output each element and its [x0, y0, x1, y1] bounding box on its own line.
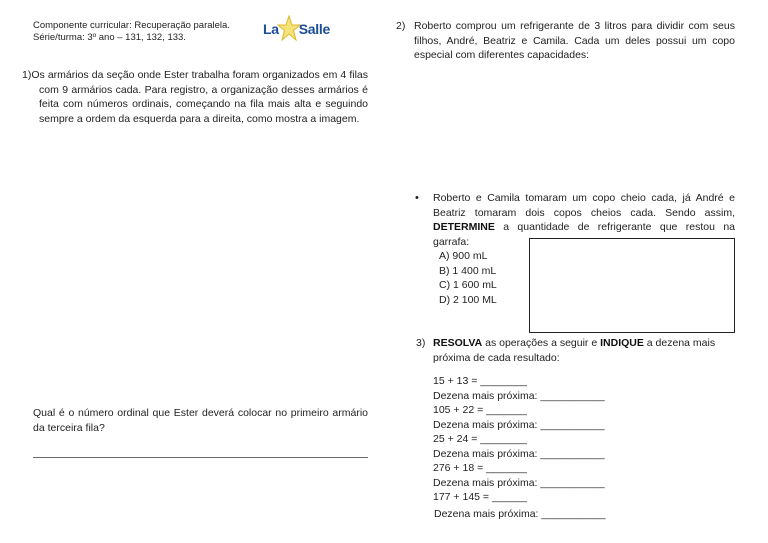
logo-text-right: Salle: [298, 20, 330, 37]
option-c[interactable]: C) 1 600 mL: [439, 279, 497, 291]
nearest-ten-2[interactable]: Dezena mais próxima: ___________: [433, 418, 605, 431]
bullet-text-b: a quantidade de refrigerante que restou na garrafa:: [433, 221, 735, 248]
operation-1[interactable]: 15 + 13 = ________: [433, 375, 528, 387]
question-2-text: Roberto comprou um refrigerante de 3 litros para dividir com seus filhos, André, Beatriz e Camila. Cada um deles possui um copo especial com diferentes capacidades:: [414, 20, 735, 61]
nearest-ten-5[interactable]: Dezena mais próxima: ___________: [434, 507, 606, 520]
question-2-number: 2): [396, 20, 406, 32]
bullet-marker: •: [415, 192, 419, 204]
header-subject: Componente curricular: Recuperação paralela.: [33, 20, 230, 31]
work-box[interactable]: [529, 238, 735, 333]
nearest-ten-3[interactable]: Dezena mais próxima: ___________: [433, 447, 605, 460]
operation-3[interactable]: 25 + 24 = ________: [433, 433, 528, 445]
question-3-number: 3): [416, 337, 426, 349]
indique-keyword: INDIQUE: [600, 337, 644, 349]
option-a[interactable]: A) 900 mL: [439, 250, 488, 262]
operation-5[interactable]: 177 + 145 = ______: [433, 491, 528, 503]
nearest-ten-1[interactable]: Dezena mais próxima: ___________: [433, 389, 605, 402]
star-icon: [277, 15, 301, 43]
q3-text-1: as operações a seguir e: [482, 337, 601, 349]
resolva-keyword: RESOLVA: [433, 337, 483, 349]
question-1-text: 1)Os armários da seção onde Ester trabalha foram organizados em 4 filas com 9 armários cada. Para registro, a organização desses armários é feita com números ordinais, começando na fila mais alta e seguindo sempre a ordem da esquerda para a direita, como mostra a imagem.: [22, 69, 368, 125]
lasalle-logo: [263, 15, 330, 43]
logo-text-left: La: [263, 20, 279, 37]
bullet-text-a: Roberto e Camila tomaram um copo cheio cada, já André e Beatriz tomaram dois copos cheios cada. Sendo assim,: [433, 192, 735, 219]
header-info: [33, 20, 263, 43]
option-d[interactable]: D) 2 100 ML: [439, 293, 497, 306]
option-b[interactable]: B) 1 400 mL: [439, 264, 497, 277]
answer-options: [439, 249, 497, 307]
answer-line[interactable]: [33, 457, 368, 458]
question-1-prompt: Qual é o número ordinal que Ester deverá colocar no primeiro armário da terceira fila?: [33, 407, 368, 434]
determine-keyword: DETERMINE: [433, 221, 495, 233]
operation-4[interactable]: 276 + 18 = _______: [433, 462, 528, 474]
header-class: Série/turma: 3º ano – 131, 132, 133.: [33, 31, 186, 43]
q3-text-2: a dezena mais próxima de cada resultado:: [433, 337, 716, 364]
operations-list: [433, 374, 606, 521]
nearest-ten-4[interactable]: Dezena mais próxima: ___________: [433, 476, 605, 489]
question-3-text: [433, 336, 735, 365]
operation-2[interactable]: 105 + 22 = _______: [433, 404, 528, 416]
